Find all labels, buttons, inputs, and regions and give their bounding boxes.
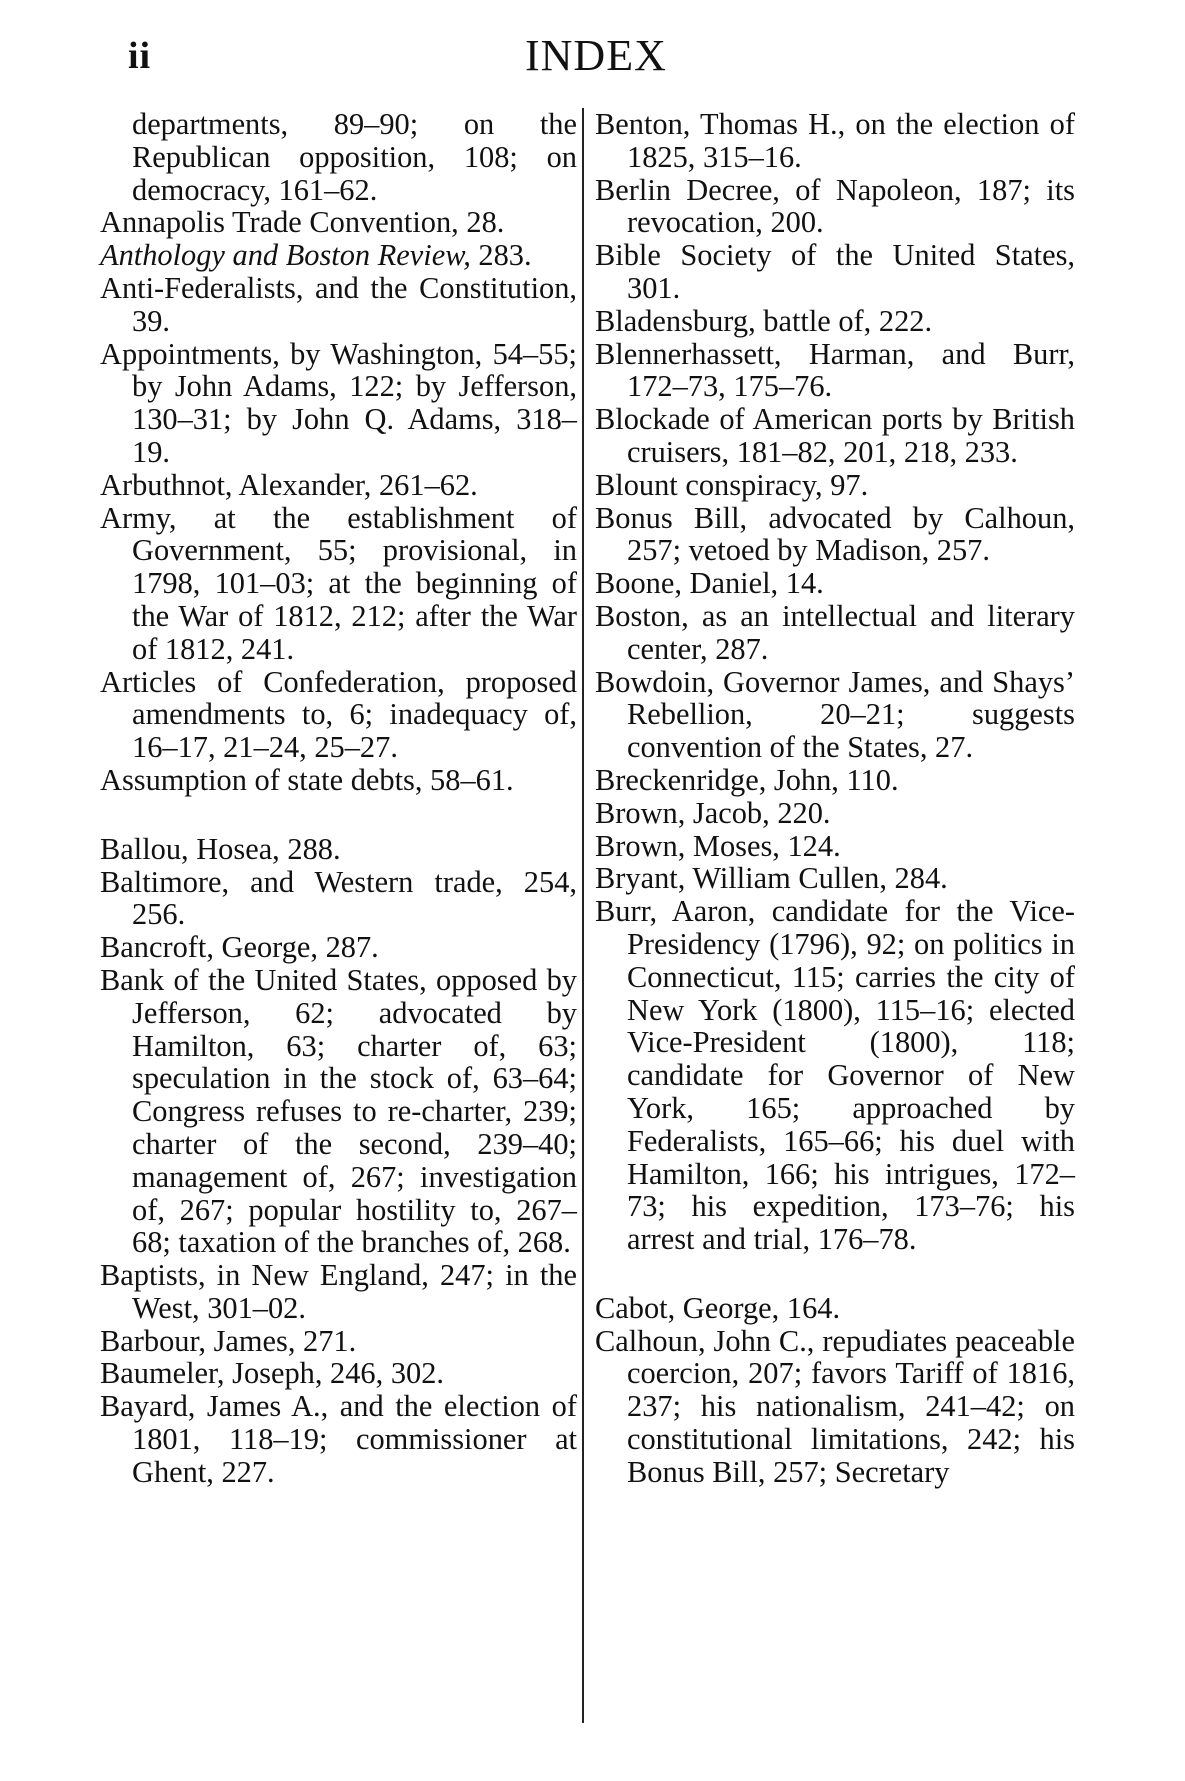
index-entry: Anti-Federalists, and the Constitution, 39. <box>100 270 577 338</box>
section-gap <box>595 1256 1075 1292</box>
index-entry: Bayard, James A., and the election of 1801, 118–19; commissioner at Ghent, 227. <box>100 1389 577 1489</box>
index-entry: Baptists, in New England, 247; in the West, 301–02. <box>100 1258 577 1325</box>
index-entry <box>100 239 577 272</box>
index-entry-page-ref: 283. <box>470 238 532 273</box>
index-entry: Blockade of American ports by British cruisers, 181–82, 201, 218, 233. <box>595 402 1075 469</box>
column-divider <box>582 108 584 1723</box>
section-gap <box>100 797 577 833</box>
index-entry: Baltimore, and Western trade, 254, 256. <box>100 864 577 932</box>
index-entry: Baumeler, Joseph, 246, 302. <box>100 1356 445 1391</box>
index-entry: Articles of Confederation, proposed amendments to, 6; inadequacy of, 16–17, 21–24, 25–27. <box>100 664 577 765</box>
index-entry: Cabot, George, 164. <box>595 1290 841 1325</box>
index-entry: Brown, Moses, 124. <box>595 828 841 863</box>
index-entry: Burr, Aaron, candidate for the Vice-Presidency (1796), 92; on politics in Connecticut, 115; carries the city of New York (1800), 115–16; elected Vice-President (1800), 118; candidate for Governor of New York, 165; approached by Federalists, 165–66; his duel with Hamilton, 166; his intrigues, 172–73; his expedition, 173–76; his arrest and trial, 176–78. <box>595 894 1075 1257</box>
index-entry: Annapolis Trade Convention, 28. <box>100 205 505 240</box>
index-entry: Calhoun, John C., repudiates peaceable coercion, 207; favors Tariff of 1816, 237; his nationalism, 241–42; on constitutional limitations, 242; his Bonus Bill, 257; Secretary <box>595 1323 1075 1489</box>
index-entry: Bank of the United States, opposed by Jefferson, 62; advocated by Hamilton, 63; charter of, 63; speculation in the stock of, 63–64; Congress refuses to re-charter, 239; charter of the second, 239–40; management of, 267; investigation of, 267; popular hostility to, 267–68; taxation of the branches of, 268. <box>100 962 577 1260</box>
index-entry: Arbuthnot, Alexander, 261–62. <box>100 467 478 502</box>
index-entry: Bowdoin, Governor James, and Shays’ Rebellion, 20–21; suggests convention of the States, 27. <box>595 664 1075 765</box>
index-entry: Ballou, Hosea, 288. <box>100 831 341 866</box>
index-entry: Boone, Daniel, 14. <box>595 566 824 601</box>
page-title: INDEX <box>525 31 667 80</box>
index-entry: Bancroft, George, 287. <box>100 930 379 965</box>
index-entry: Barbour, James, 271. <box>100 1323 357 1358</box>
index-right-column <box>595 108 1075 1489</box>
index-entry: Benton, Thomas H., on the election of 1825, 315–16. <box>595 107 1075 174</box>
index-entry: Bryant, William Cullen, 284. <box>595 861 948 896</box>
index-entry-italic-title: Anthology and Boston Review, <box>100 238 471 273</box>
index-entry: Assumption of state debts, 58–61. <box>100 762 514 797</box>
index-entry: departments, 89–90; on the Republican opposition, 108; on democracy, 161–62. <box>132 107 577 207</box>
index-entry: Breckenridge, John, 110. <box>595 762 899 797</box>
index-entry: Appointments, by Washington, 54–55; by John Adams, 122; by Jefferson, 130–31; by John Q. Adams, 318–19. <box>100 336 577 469</box>
index-entry: Brown, Jacob, 220. <box>595 795 831 830</box>
index-entry: Bladensburg, battle of, 222. <box>595 303 933 338</box>
index-entry: Bible Society of the United States, 301. <box>595 238 1075 305</box>
page-number: ii <box>128 35 152 77</box>
index-entry: Boston, as an intellectual and literary center, 287. <box>595 598 1075 666</box>
index-left-column <box>100 108 577 1489</box>
index-entry: Bonus Bill, advocated by Calhoun, 257; vetoed by Madison, 257. <box>595 500 1075 568</box>
index-entry: Berlin Decree, of Napoleon, 187; its revocation, 200. <box>595 172 1075 240</box>
index-entry: Army, at the establishment of Government, 55; provisional, in 1798, 101–03; at the beginning of the War of 1812, 212; after the War of 1812, 241. <box>100 500 577 666</box>
index-entry: Blennerhassett, Harman, and Burr, 172–73, 175–76. <box>595 336 1075 404</box>
index-entry: Blount conspiracy, 97. <box>595 467 869 502</box>
